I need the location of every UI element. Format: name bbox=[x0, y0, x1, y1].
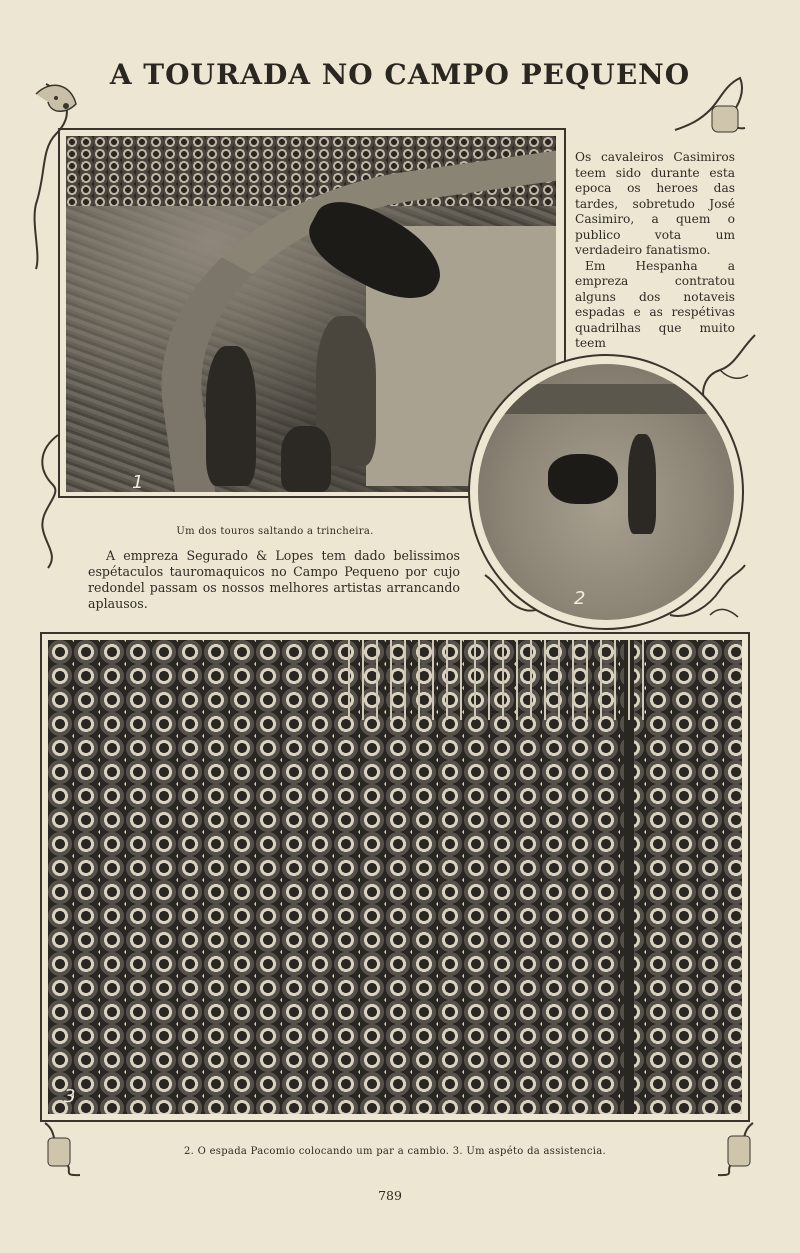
photo-1-caption: Um dos touros saltando a trincheira. bbox=[176, 526, 374, 537]
torero-figure bbox=[206, 346, 256, 486]
photo-number: 1 bbox=[132, 472, 144, 492]
bottom-caption: 2. O espada Pacomio colocando um par a cambio. 3. Um aspéto da assistencia. bbox=[183, 1146, 606, 1157]
bull-figure bbox=[548, 454, 618, 504]
spectator-figure bbox=[281, 426, 331, 492]
side-column-text bbox=[575, 150, 735, 352]
ornament-top-right bbox=[670, 70, 750, 140]
arena-barrier-shape bbox=[478, 384, 734, 414]
railing-shape bbox=[348, 640, 648, 720]
side-paragraph: Os cavaleiros Casimiros teem sido durante esta epoca os heroes das tardes, sobretudo José Casimiro, a quem o publico vota um verdadeiro fanatismo. bbox=[575, 150, 735, 257]
matador-figure bbox=[628, 434, 656, 534]
photo-2-matador-placing-banderillas bbox=[478, 364, 734, 620]
body-paragraph: A empreza Segurado & Lopes tem dado belissimos espétaculos tauromaquicos no Campo Pequeno por cujo redondel passam os nossos melhores artistas arrancando aplausos. bbox=[88, 548, 460, 611]
side-paragraph: Em Hespanha a empreza contratou alguns dos notaveis espadas e as respétivas quadrilhas que muito teem bbox=[575, 258, 735, 350]
photo-number: 3 bbox=[64, 1086, 76, 1107]
page-number: 789 bbox=[378, 1188, 402, 1203]
page-title: A TOURADA NO CAMPO PEQUENO bbox=[109, 58, 691, 91]
photo-3-audience-crowd bbox=[48, 640, 742, 1114]
photo-number: 2 bbox=[574, 588, 586, 609]
